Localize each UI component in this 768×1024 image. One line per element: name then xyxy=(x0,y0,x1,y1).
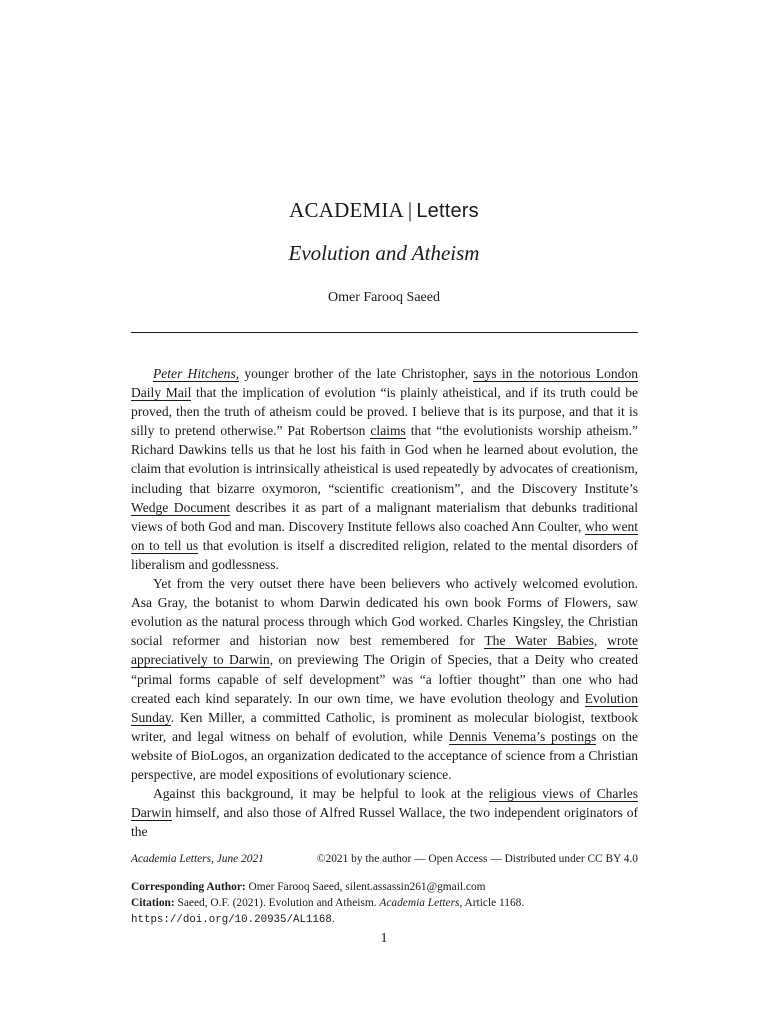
paragraph-2 xyxy=(131,574,638,784)
doi-line xyxy=(131,911,638,928)
doi-link[interactable]: https://doi.org/10.20935/AL1168 xyxy=(131,914,332,926)
link-london-daily-mail[interactable]: says in the notorious London Daily Mail xyxy=(131,366,638,401)
paper-title: Evolution and Atheism xyxy=(288,241,480,265)
link-wrote-to-darwin[interactable]: wrote appreciatively to Darwin xyxy=(131,633,638,668)
journal-date: Academia Letters, June 2021 xyxy=(131,853,264,865)
text-run: , xyxy=(593,633,608,649)
text-run: himself, and also those of Alfred Russel Wallace, the two independent originators of the xyxy=(131,805,638,840)
brand-name: ACADEMIA xyxy=(289,198,404,222)
header-separator: | xyxy=(407,198,413,222)
doi-tail: . xyxy=(331,913,335,925)
text-run: describes it as part of a malignant materialism that debunks traditional views of both God and man. Discovery Institute fellows also coached Ann Coulter, xyxy=(131,499,638,534)
citation-block xyxy=(131,879,638,928)
cite-journal: Academia Letters xyxy=(379,897,460,909)
text-run: . Ken Miller, a committed Catholic, is prominent as molecular biologist, textbook writer, and legal witness on behalf of evolution, while xyxy=(131,709,638,744)
text-run: that the implication of evolution “is plainly atheistical, and if its truth could be proved, then the truth of atheism could be proved. I believe that is its purpose, and that it is silly to pretend otherwise.” Pat Robertson xyxy=(131,385,639,439)
text-run: , on previewing The Origin of Species, that a Deity who created “primal forms capable of self development” was “a loftier thought” than one who had created each kind separately. In our own time, we have evolution theology and xyxy=(131,652,638,706)
cite-value: Saeed, O.F. (2021). Evolution and Atheism. xyxy=(174,897,380,909)
link-peter-hitchens[interactable]: Peter Hitchens, xyxy=(153,366,240,381)
paragraph-3 xyxy=(131,784,638,841)
link-evolution-sunday[interactable]: Evolution Sunday xyxy=(131,690,638,725)
section-name: Letters xyxy=(416,200,479,222)
link-wedge-document[interactable]: Wedge Document xyxy=(131,499,231,515)
cite-label: Citation: xyxy=(131,897,175,909)
license-notice: ©2021 by the author — Open Access — Distributed under CC BY 4.0 xyxy=(316,853,638,865)
title-divider xyxy=(131,332,638,333)
journal-header xyxy=(0,198,768,223)
article-body xyxy=(131,364,638,841)
citation xyxy=(131,895,638,911)
author-name: Omer Farooq Saeed xyxy=(328,290,440,305)
page-footer xyxy=(131,853,638,865)
text-run: Against this background, it may be helpful to look at the xyxy=(153,786,489,802)
text-run: Yet from the very outset there have been believers who actively welcomed evolution. Asa Gray, the botanist to whom Darwin dedicated his own book Forms of Flowers, saw evolution as the natural process through which God worked. Charles Kingsley, the Christian social reformer and historian now best remembered for xyxy=(131,576,638,649)
corr-value: Omer Farooq Saeed, silent.assassin261@gmail.com xyxy=(245,881,486,893)
link-venema-postings[interactable]: Dennis Venema’s postings xyxy=(448,728,597,744)
link-religious-views-darwin[interactable]: religious views of Charles Darwin xyxy=(131,786,639,821)
text-run: that “the evolutionists worship atheism.” Richard Dawkins tells us that he lost his faith in God when he learned about evolution, the claim that evolution is intrinsically atheistical is used repeatedly by advocates of creationism, including that bizarre oxymoron, “scientific creationism”, and the Discovery Institute’s xyxy=(131,423,638,496)
corr-label: Corresponding Author: xyxy=(131,881,246,893)
text-run: that evolution is itself a discredited religion, related to the mental disorders of liberalism and godlessness. xyxy=(131,537,638,572)
text-run: on the website of BioLogos, an organization dedicated to the acceptance of science from a Christian perspective, are model expositions of evolutionary science. xyxy=(131,728,638,782)
cite-tail: , Article 1168. xyxy=(459,897,525,909)
paragraph-1 xyxy=(131,364,638,574)
text-run: younger brother of the late Christopher, xyxy=(239,366,474,381)
link-water-babies[interactable]: The Water Babies xyxy=(484,633,594,649)
link-coulter[interactable]: who went on to tell us xyxy=(131,518,638,553)
page-number: 1 xyxy=(380,931,388,946)
corresponding-author xyxy=(131,879,638,895)
link-claims[interactable]: claims xyxy=(370,423,406,439)
